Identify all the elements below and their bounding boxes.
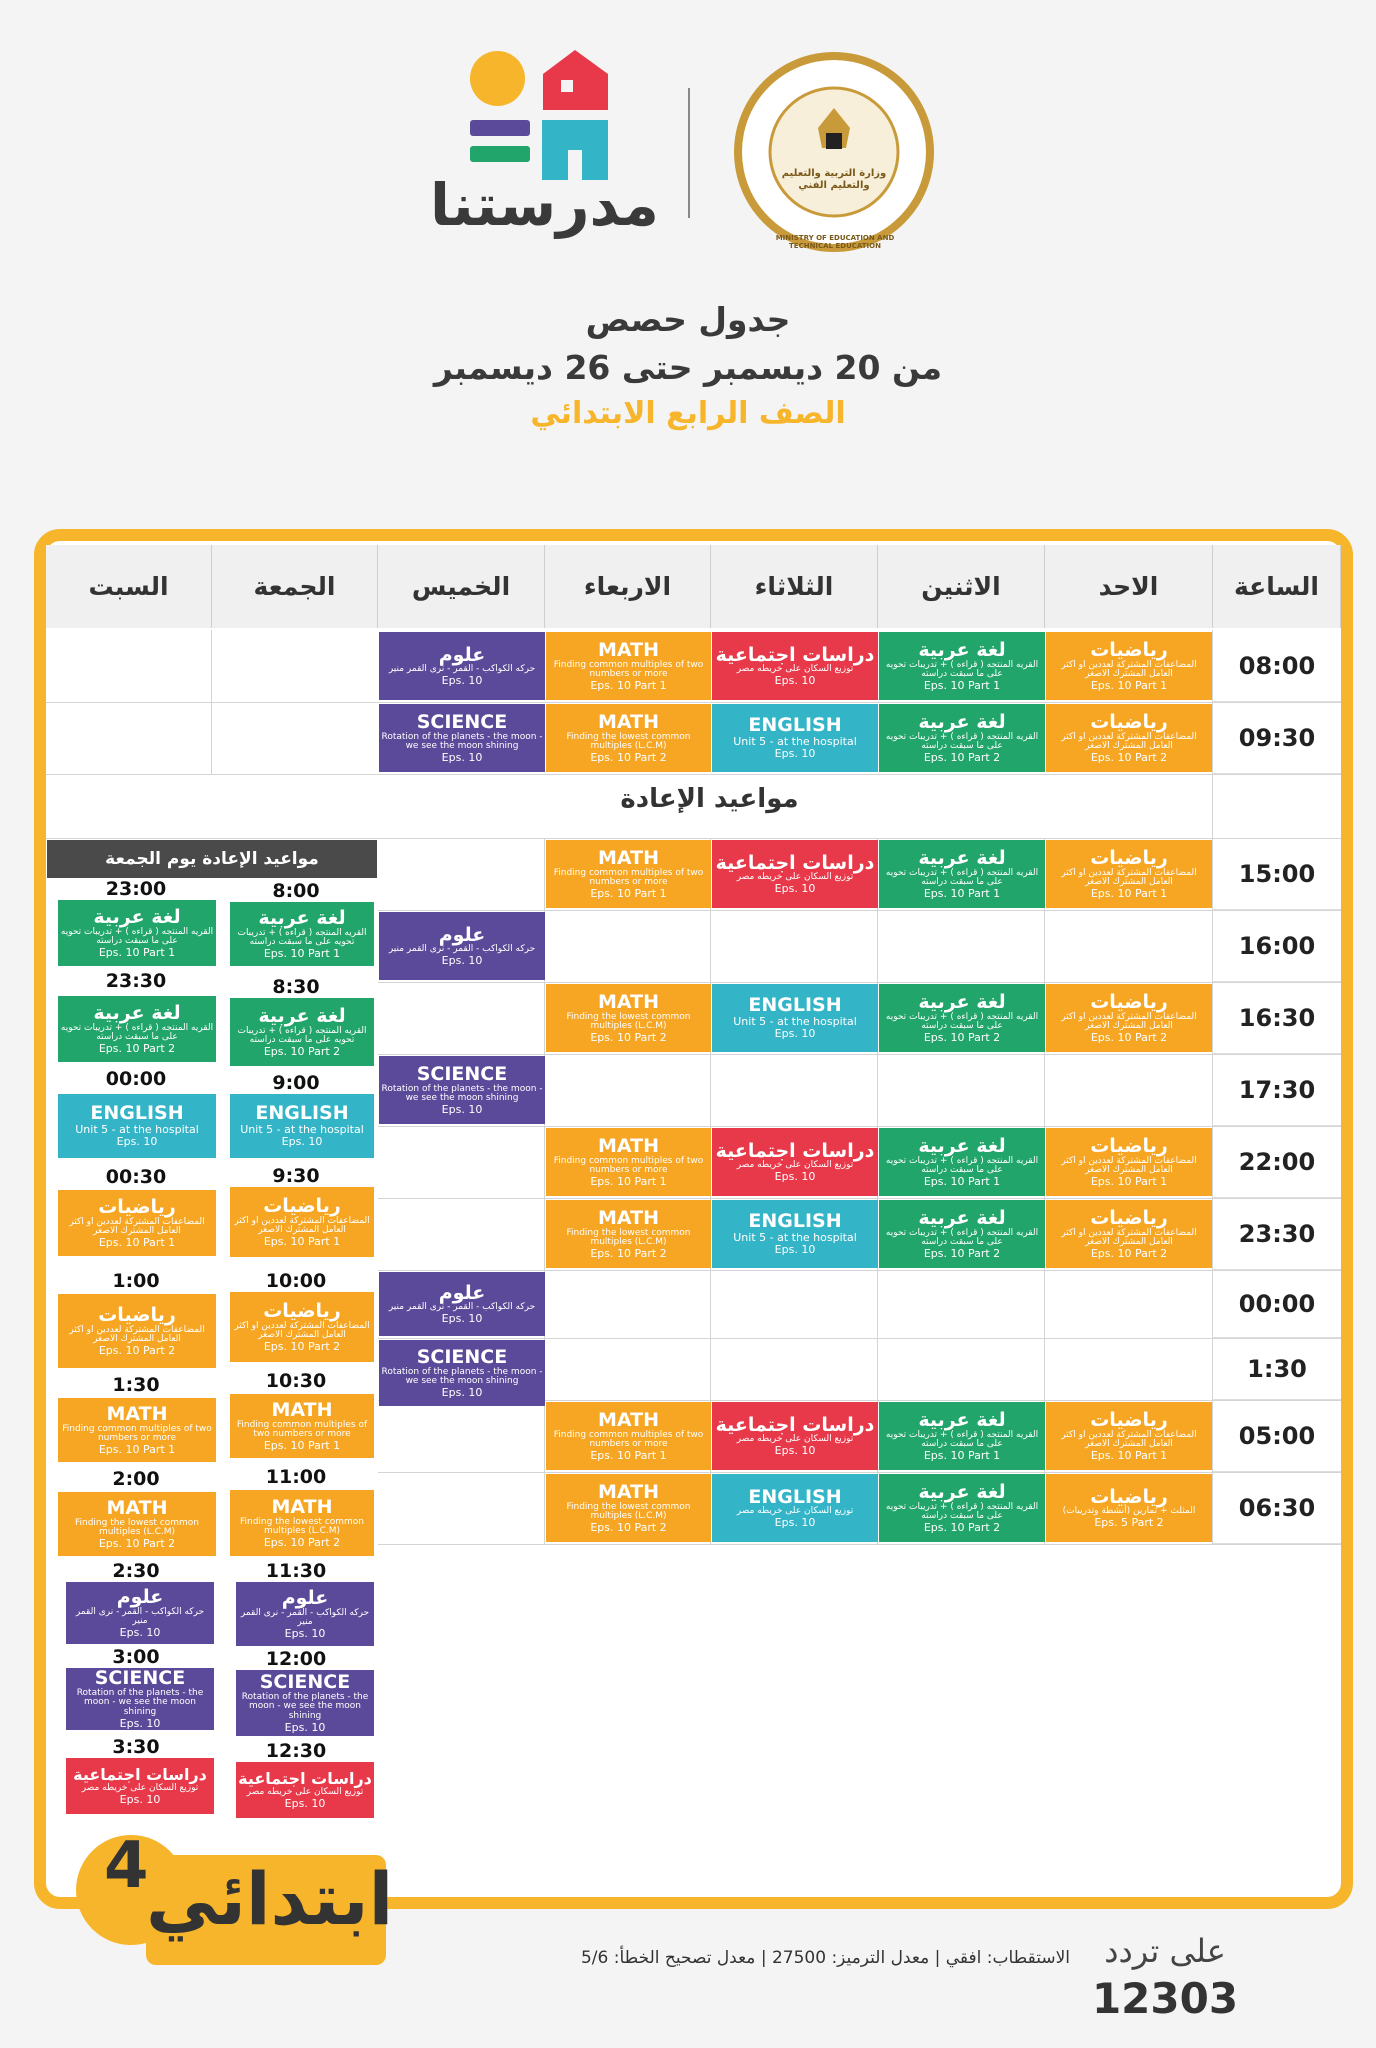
friday-cell[interactable]: رياضيات المضاعفات المشتركة لعددين او اكثر العامل المشترك الاصغر Eps. 10 Part 1 [230,1187,374,1257]
cell-sun-0800[interactable]: رياضيات المضاعفات المشتركة لعددين او اكثر العامل المشترك الاصغر Eps. 10 Part 1 [1046,632,1212,700]
cell-mon-2200[interactable]: لغة عربية القريه المنتجه ( قراءه ) + تدريبات تحويه على ما سبقت دراسته Eps. 10 Part 1 [879,1128,1045,1196]
friday-cell[interactable]: MATH Finding common multiples of two numbers or more Eps. 10 Part 1 [230,1394,374,1458]
grid-line [378,910,1341,911]
friday-time: 23:00 [105,878,167,900]
logo-divider [688,88,690,218]
time-label: 08:00 [1213,630,1341,702]
time-label: 05:00 [1213,1400,1341,1472]
cell-tue-0800[interactable]: دراسات اجتماعية توزيع السكان على خريطه مصر Eps. 10 [712,632,878,700]
time-label: 1:30 [1213,1338,1341,1400]
friday-time: 23:30 [105,970,167,992]
cell-sun-2200[interactable]: رياضيات المضاعفات المشتركة لعددين او اكثر العامل المشترك الاصغر Eps. 10 Part 1 [1046,1128,1212,1196]
footer-freq-label: على تردد [1104,1932,1226,1970]
friday-cell[interactable]: دراسات اجتماعية توزيع السكان على خريطه مصر Eps. 10 [66,1758,214,1814]
friday-repeat-header: مواعيد الإعادة يوم الجمعة [47,840,377,878]
cell-sun-0630[interactable]: رياضيات المثلث + تمارين (أنشطة وتدريبات) Eps. 5 Part 2 [1046,1474,1212,1542]
time-label: 16:00 [1213,910,1341,982]
time-label: 06:30 [1213,1472,1341,1544]
friday-cell[interactable]: لغة عربية القريه المنتجه ( قراءه ) + تدريبات تحويه على ما سبقت دراسته Eps. 10 Part 1 [230,902,374,966]
friday-cell[interactable]: SCIENCE Rotation of the planets - the moon - we see the moon shining Eps. 10 [236,1670,374,1736]
friday-time: 11:00 [265,1466,327,1488]
cell-sun-0500[interactable]: رياضيات المضاعفات المشتركة لعددين او اكثر العامل المشترك الاصغر Eps. 10 Part 1 [1046,1402,1212,1470]
header-thu: الخميس [378,545,545,628]
grid-line [46,702,1341,703]
friday-cell[interactable]: ENGLISH Unit 5 - at the hospital Eps. 10 [58,1094,216,1158]
header-fri: الجمعة [212,545,378,628]
friday-time: 9:00 [272,1072,320,1094]
friday-time: 12:00 [265,1648,327,1670]
friday-cell[interactable]: MATH Finding common multiples of two numbers or more Eps. 10 Part 1 [58,1398,216,1462]
cell-mon-0930[interactable]: لغة عربية القريه المنتجه ( قراءه ) + تدريبات تحويه على ما سبقت دراسته Eps. 10 Part 2 [879,704,1045,772]
header-hour: الساعة [1213,545,1341,628]
friday-cell[interactable]: لغة عربية القريه المنتجه ( قراءه ) + تدريبات تحويه على ما سبقت دراسته Eps. 10 Part 2 [230,998,374,1066]
footer-details: الاستقطاب: افقي | معدل الترميز: 27500 | معدل تصحيح الخطأ: 5/6 [580,1948,1070,1968]
friday-time: 3:30 [112,1736,160,1758]
friday-time: 8:30 [272,976,320,998]
header-mon: الاثنين [878,545,1045,628]
friday-time: 11:30 [265,1560,327,1582]
ministry-arabic: وزارة التربية والتعليم والتعليم الفني [781,168,887,191]
grid-line [46,774,1341,775]
cell-sun-1630[interactable]: رياضيات المضاعفات المشتركة لعددين او اكثر العامل المشترك الاصغر Eps. 10 Part 2 [1046,984,1212,1052]
cell-tue-2200[interactable]: دراسات اجتماعية توزيع السكان على خريطه مصر Eps. 10 [712,1128,878,1196]
friday-time: 12:30 [265,1740,327,1762]
friday-cell[interactable]: دراسات اجتماعية توزيع السكان على خريطه مصر Eps. 10 [236,1762,374,1818]
friday-time: 00:30 [105,1166,167,1188]
cell-mon-1630[interactable]: لغة عربية القريه المنتجه ( قراءه ) + تدريبات تحويه على ما سبقت دراسته Eps. 10 Part 2 [879,984,1045,1052]
friday-cell[interactable]: MATH Finding the lowest common multiples (L.C.M) Eps. 10 Part 2 [230,1490,374,1556]
friday-time: 2:30 [112,1560,160,1582]
cell-tue-1630[interactable]: ENGLISH Unit 5 - at the hospital Eps. 10 [712,984,878,1052]
header-tue: الثلاثاء [711,545,878,628]
footer-freq: 12303 [1091,1974,1239,2023]
friday-cell[interactable]: لغة عربية القريه المنتجه ( قراءه ) + تدريبات تحويه على ما سبقت دراسته Eps. 10 Part 1 [58,900,216,966]
friday-cell[interactable]: MATH Finding the lowest common multiples (L.C.M) Eps. 10 Part 2 [58,1492,216,1556]
friday-time: 3:00 [112,1646,160,1668]
cell-tue-1500[interactable]: دراسات اجتماعية توزيع السكان على خريطه مصر Eps. 10 [712,840,878,908]
grid-line [378,1126,1341,1127]
title-line3: الصف الرابع الابتدائي [530,396,846,431]
friday-cell[interactable]: ENGLISH Unit 5 - at the hospital Eps. 10 [230,1094,374,1158]
grid-line [378,1544,1341,1545]
cell-wed-0930[interactable]: MATH Finding the lowest common multiples (L.C.M) Eps. 10 Part 2 [546,704,711,772]
title-line1: جدول حصص [585,300,791,339]
cell-thu-0800[interactable]: علوم حركه الكواكب - القمر - نرى القمر منير Eps. 10 [379,632,545,700]
cell-mon-2330[interactable]: لغة عربية القريه المنتجه ( قراءه ) + تدريبات تحويه على ما سبقت دراسته Eps. 10 Part 2 [879,1200,1045,1268]
cell-thu-0130[interactable]: SCIENCE Rotation of the planets - the moon - we see the moon shining Eps. 10 [379,1340,545,1406]
grid-line [378,982,1341,983]
friday-time: 00:00 [105,1068,167,1090]
cell-wed-2200[interactable]: MATH Finding common multiples of two numbers or more Eps. 10 Part 1 [546,1128,711,1196]
cell-mon-0630[interactable]: لغة عربية القريه المنتجه ( قراءه ) + تدريبات تحويه على ما سبقت دراسته Eps. 10 Part 2 [879,1474,1045,1542]
grid-line [46,838,1341,839]
friday-cell[interactable]: رياضيات المضاعفات المشتركة لعددين او اكثر العامل المشترك الاصغر Eps. 10 Part 2 [230,1292,374,1362]
cell-tue-2330[interactable]: ENGLISH Unit 5 - at the hospital Eps. 10 [712,1200,878,1268]
time-label: 22:00 [1213,1126,1341,1198]
ministry-ring-text: MINISTRY OF EDUCATION AND TECHNICAL EDUCATION [775,234,895,250]
grid-line [378,1270,1341,1271]
friday-time: 10:30 [265,1370,327,1392]
cell-thu-1600[interactable]: علوم حركه الكواكب - القمر - نرى القمر منير Eps. 10 [379,912,545,980]
cell-sun-2330[interactable]: رياضيات المضاعفات المشتركة لعددين او اكثر العامل المشترك الاصغر Eps. 10 Part 2 [1046,1200,1212,1268]
cell-tue-0930[interactable]: ENGLISH Unit 5 - at the hospital Eps. 10 [712,704,878,772]
friday-cell[interactable]: SCIENCE Rotation of the planets - the moon - we see the moon shining Eps. 10 [66,1668,214,1730]
brand-name: مدرستنا [430,171,659,239]
grade-num: 4 [104,1829,149,1903]
cell-sun-0930[interactable]: رياضيات المضاعفات المشتركة لعددين او اكثر العامل المشترك الاصغر Eps. 10 Part 2 [1046,704,1212,772]
friday-cell[interactable]: رياضيات المضاعفات المشتركة لعددين او اكثر العامل المشترك الاصغر Eps. 10 Part 2 [58,1294,216,1368]
cell-mon-0800[interactable]: لغة عربية القريه المنتجه ( قراءه ) + تدريبات تحويه على ما سبقت دراسته Eps. 10 Part 1 [879,632,1045,700]
cell-tue-0500[interactable]: دراسات اجتماعية توزيع السكان على خريطه مصر Eps. 10 [712,1402,878,1470]
ministry-seal [730,48,938,256]
time-label: 09:30 [1213,702,1341,774]
grade-text: ابتدائي [146,1857,394,1941]
friday-time: 10:00 [265,1270,327,1292]
cell-thu-0930[interactable]: SCIENCE Rotation of the planets - the moon - we see the moon shining Eps. 10 [379,704,545,772]
header-sun: الاحد [1045,545,1213,628]
repeat-title: مواعيد الإعادة [620,784,799,814]
vline [1212,630,1213,1544]
vline [211,630,212,774]
friday-time: 1:00 [112,1270,160,1292]
friday-time: 2:00 [112,1468,160,1490]
friday-time: 8:00 [272,880,320,902]
cell-wed-0800[interactable]: MATH Finding common multiples of two numbers or more Eps. 10 Part 1 [546,632,711,700]
grid-line [378,1472,1341,1473]
cell-wed-0500[interactable]: MATH Finding common multiples of two numbers or more Eps. 10 Part 1 [546,1402,711,1470]
friday-time: 1:30 [112,1374,160,1396]
madrasatna-logo [430,48,659,248]
title-line2: من 20 ديسمبر حتى 26 ديسمبر [433,348,943,387]
friday-cell[interactable]: علوم حركه الكواكب - القمر - نرى القمر منير Eps. 10 [236,1582,374,1646]
cell-wed-1630[interactable]: MATH Finding the lowest common multiples (L.C.M) Eps. 10 Part 2 [546,984,711,1052]
cell-sun-1500[interactable]: رياضيات المضاعفات المشتركة لعددين او اكثر العامل المشترك الاصغر Eps. 10 Part 1 [1046,840,1212,908]
friday-cell[interactable]: علوم حركه الكواكب - القمر - نرى القمر منير Eps. 10 [66,1582,214,1644]
grid-line [378,1054,1341,1055]
header-wed: الاربعاء [545,545,711,628]
cell-wed-2330[interactable]: MATH Finding the lowest common multiples (L.C.M) Eps. 10 Part 2 [546,1200,711,1268]
cell-mon-0500[interactable]: لغة عربية القريه المنتجه ( قراءه ) + تدريبات تحويه على ما سبقت دراسته Eps. 10 Part 1 [879,1402,1045,1470]
time-label: 00:00 [1213,1270,1341,1338]
cell-thu-1730[interactable]: SCIENCE Rotation of the planets - the moon - we see the moon shining Eps. 10 [379,1056,545,1124]
grid-line [378,1198,1341,1199]
friday-cell[interactable]: لغة عربية القريه المنتجه ( قراءه ) + تدريبات تحويه على ما سبقت دراسته Eps. 10 Part 2 [58,996,216,1062]
grid-line [378,1338,1341,1339]
cell-wed-1500[interactable]: MATH Finding common multiples of two numbers or more Eps. 10 Part 1 [546,840,711,908]
cell-thu-0000[interactable]: علوم حركه الكواكب - القمر - نرى القمر منير Eps. 10 [379,1272,545,1336]
time-label: 15:00 [1213,838,1341,910]
time-label: 16:30 [1213,982,1341,1054]
time-label: 23:30 [1213,1198,1341,1270]
header-sat: السبت [46,545,212,628]
grade-badge [76,1815,406,1985]
time-label: 17:30 [1213,1054,1341,1126]
friday-time: 9:30 [272,1165,320,1187]
friday-cell[interactable]: رياضيات المضاعفات المشتركة لعددين او اكثر العامل المشترك الاصغر Eps. 10 Part 1 [58,1190,216,1256]
cell-wed-0630[interactable]: MATH Finding the lowest common multiples (L.C.M) Eps. 10 Part 2 [546,1474,711,1542]
cell-tue-0630[interactable]: ENGLISH توزيع السكان على خريطه مصر Eps. 10 [712,1474,878,1542]
cell-mon-1500[interactable]: لغة عربية القريه المنتجه ( قراءه ) + تدريبات تحويه على ما سبقت دراسته Eps. 10 Part 1 [879,840,1045,908]
